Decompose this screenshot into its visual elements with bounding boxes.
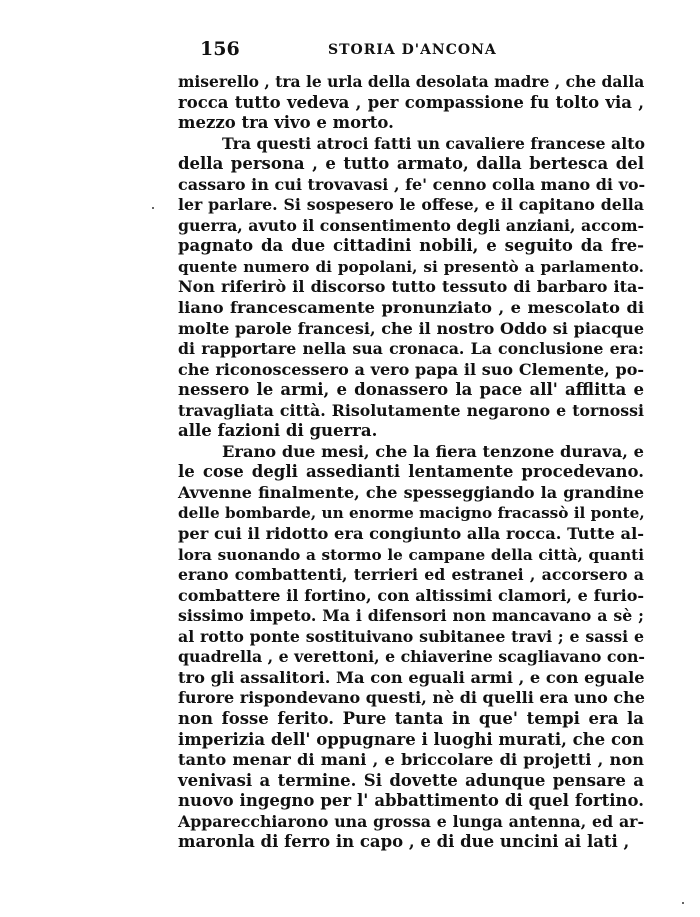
text-line: alle fazioni di guerra. [178,421,378,441]
text-line: di rapportare nella sua cronaca. La conclusione era: [178,339,644,359]
text-line: le cose degli assedianti lentamente procedevano. [178,462,644,482]
text-line: maronla di ferro in capo , e di due uncini ai lati , [178,832,630,852]
text-line: erano combattenti, terrieri ed estranei , accorsero a [178,565,644,585]
page-number: 156 [200,38,240,60]
text-line: pagnato da due cittadini nobili, e seguito da fre- [178,236,644,256]
running-title: STORIA D'ANCONA [328,42,497,58]
paragraph [178,134,644,442]
text-line: sissimo impeto. Ma i difensori non mancavano a sè ; [178,606,644,626]
text-line: per cui il ridotto era congiunto alla rocca. Tutte al- [178,524,644,544]
text-line: Avvenne finalmente, che spesseggiando la grandine [178,482,644,502]
paper-speck [152,207,154,209]
text-line: molte parole francesi, che il nostro Oddo si piacque [178,318,644,338]
text-line: liano francescamente pronunziato , e mescolato di [178,298,644,318]
text-line: nuovo ingegno per l' abbattimento di quel fortino. [178,791,644,811]
text-line: delle bombarde, un enorme macigno fracassò il ponte, [178,504,645,523]
text-line: della persona , e tutto armato, dalla bertesca del [178,154,644,174]
text-line: miserello , tra le urla della desolata madre , che dalla [178,72,645,91]
text-line: imperizia dell' oppugnare i luoghi murati, che con [178,729,644,749]
text-line: venivasi a termine. Si dovette adunque pensare a [178,770,644,790]
text-line: Non riferirò il discorso tutto tessuto di barbaro ita- [178,277,644,297]
text-line: Erano due mesi, che la fiera tenzone durava, e [222,441,644,461]
text-line: mezzo tra vivo e morto. [178,113,394,133]
text-line: tanto menar di mani , e briccolare di projetti , non [178,750,644,770]
text-line: furore rispondevano questi, nè di quelli era uno che [178,688,645,708]
text-line: lora suonando a stormo le campane della città, quanti [178,545,644,564]
text-line: non fosse ferito. Pure tanta in que' tempi era la [178,708,644,728]
paragraph [178,442,644,853]
text-line: rocca tutto vedeva , per compassione fu tolto via , [178,92,644,112]
text-line: quadrella , e verettoni, e chiaverine scagliavano con- [178,647,645,667]
text-line: cassaro in cui trovavasi , fe' cenno colla mano di vo- [178,174,646,194]
text-line: ler parlare. Si sospesero le offese, e il capitano della [178,195,644,215]
text-line: Tra questi atroci fatti un cavaliere francese alto [222,133,645,153]
body-text [178,72,644,853]
text-line: nessero le armi, e donassero la pace all' afflitta e [178,380,644,400]
text-line: al rotto ponte sostituivano subitanee travi ; e sassi e [178,626,644,646]
text-line: tro gli assalitori. Ma con eguali armi , e con eguale [178,667,645,687]
text-line: quente numero di popolani, si presentò a parlamento. [178,257,644,276]
text-line: che riconoscessero a vero papa il suo Clemente, po- [178,359,644,379]
text-line: combattere il fortino, con altissimi clamori, e furio- [178,585,644,605]
paragraph [178,72,644,134]
page-header [176,38,644,64]
paper-speck [682,902,684,904]
text-line: travagliata città. Risolutamente negarono e tornossi [178,400,644,420]
text-line: guerra, avuto il consentimento degli anziani, accom- [178,215,645,235]
text-line: Apparecchiarono una grossa e lunga antenna, ed ar- [178,811,644,831]
